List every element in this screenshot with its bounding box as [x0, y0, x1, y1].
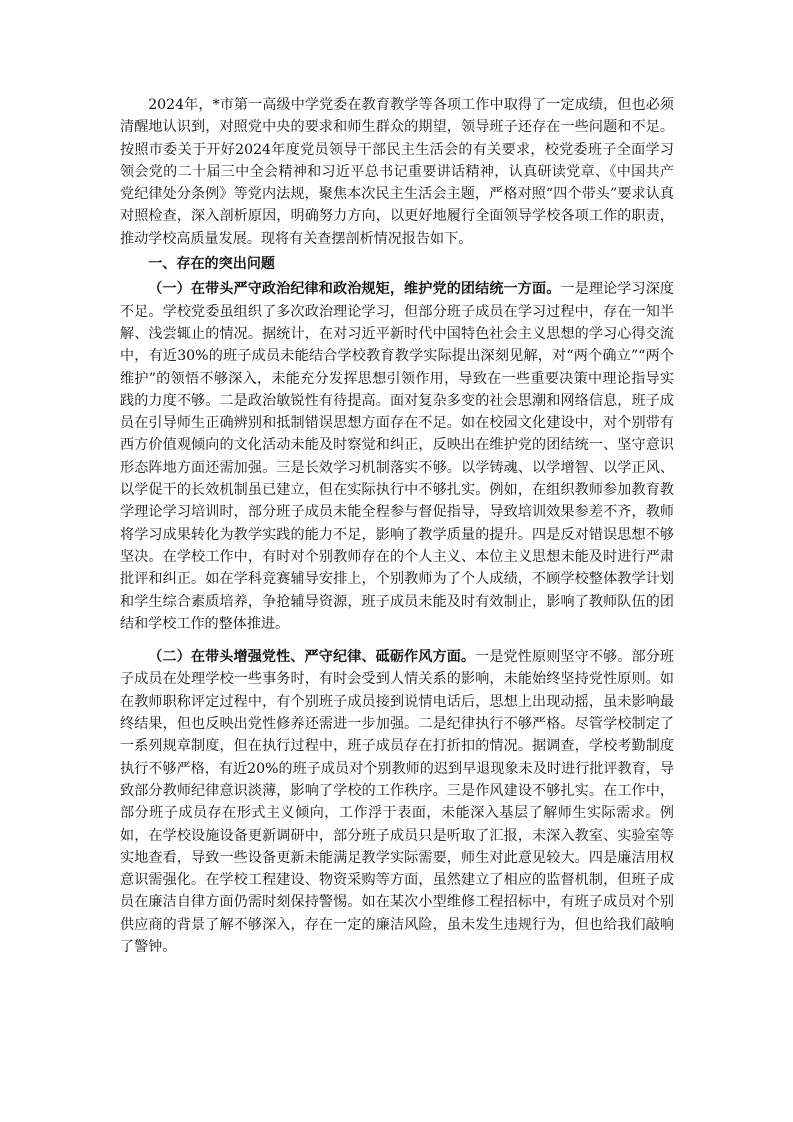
subsection-title-1: （一）在带头严守政治纪律和政治规矩，维护党的团结统一方面。	[148, 281, 561, 298]
subsection-body-1: 一是理论学习深度不足。学校党委虽组织了多次政治理论学习，但部分班子成员在学习过程中，存在一知半解、浅尝辄止的情况。据统计，在对习近平新时代中国特色社会主义思想的学习心得交流中，有近30%的班子成员未能结合学校教育教学实际提出深刻见解，对“两个确立”“两个维护”的领悟不够深入，未能充分发挥思想引领作用，导致在一些重要决策中理论指导实践的力度不够。二是政治敏锐性有待提高。面对复杂多变的社会思潮和网络信息，班子成员在引导师生正确辨别和抵制错误思想方面存在不足。如在校园文化建设中，对个别带有西方价值观倾向的文化活动未能及时察觉和纠正，反映出在维护党的团结统一、坚守意识形态阵地方面还需加强。三是长效学习机制落实不够。以学铸魂、以学增智、以学正风、以学促干的长效机制虽已建立，但在实际执行中不够扎实。例如，在组织教师参加教育教学理论学习培训时，部分班子成员未能全程参与督促指导，导致培训效果参差不齐，教师将学习成果转化为教学实践的能力不足，影响了教学质量的提升。四是反对错误思想不够坚决。在学校工作中，有时对个别教师存在的个人主义、本位主义思想未能及时进行严肃批评和纠正。如在学科竞赛辅导安排上，个别教师为了个人成绩，不顾学校整体教学计划和学生综合素质培养，争抢辅导资源，班子成员未能及时有效制止，影响了教师队伍的团结和学校工作的整体推进。	[120, 281, 675, 632]
subsection-body-2: 一是党性原则坚守不够。部分班子成员在处理学校一些事务时，有时会受到人情关系的影响，未能始终坚持党性原则。如在教师职称评定过程中，有个别班子成员接到说情电话后，思想上出现动摇，虽未影响最终结果，但也反映出党性修养还需进一步加强。二是纪律执行不够严格。尽管学校制定了一系列规章制度，但在执行过程中，班子成员存在打折扣的情况。据调查，学校考勤制度执行不够严格，有近20%的班子成员对个别教师的迟到早退现象未及时进行批评教育，导致部分教师纪律意识淡薄，影响了学校的工作秩序。三是作风建设不够扎实。在工作中，部分班子成员存在形式主义倾向，工作浮于表面，未能深入基层了解师生实际需求。例如，在学校设施设备更新调研中，部分班子成员只是听取了汇报，未深入教室、实验室等实地查看，导致一些设备更新未能满足教学实际需要，师生对此意见较大。四是廉洁用权意识需强化。在学校工程建设、物资采购等方面，虽然建立了相应的监督机制，但班子成员在廉洁自律方面仍需时刻保持警惕。如在某次小型维修工程招标中，有班子成员对个别供应商的背景了解不够深入，存在一定的廉洁风险，虽未发生违规行为，但也给我们敲响了警钟。	[120, 649, 675, 955]
subsection-paragraph-2	[120, 646, 674, 958]
subsection-title-2: （二）在带头增强党性、严守纪律、砥砺作风方面。	[148, 649, 476, 666]
subsection-paragraph-1	[120, 278, 674, 635]
document-page	[120, 94, 674, 958]
intro-paragraph: 2024年，*市第一高级中学党委在教育教学等各项工作中取得了一定成绩，但也必须清醒地认识到，对照党中央的要求和师生群众的期望，领导班子还存在一些问题和不足。按照市委关于开好2024年度党员领导干部民主生活会的有关要求，校党委班子全面学习领会党的二十届三中全会精神和习近平总书记重要讲话精神，认真研读党章、《中国共产党纪律处分条例》等党内法规，聚焦本次民主生活会主题，严格对照“四个带头”要求认真对照检查，深入剖析原因，明确努力方向，以更好地履行全面领导学校各项工作的职责，推动学校高质量发展。现将有关查摆剖析情况报告如下。	[120, 97, 674, 247]
section-heading: 一、存在的突出问题	[148, 256, 276, 273]
